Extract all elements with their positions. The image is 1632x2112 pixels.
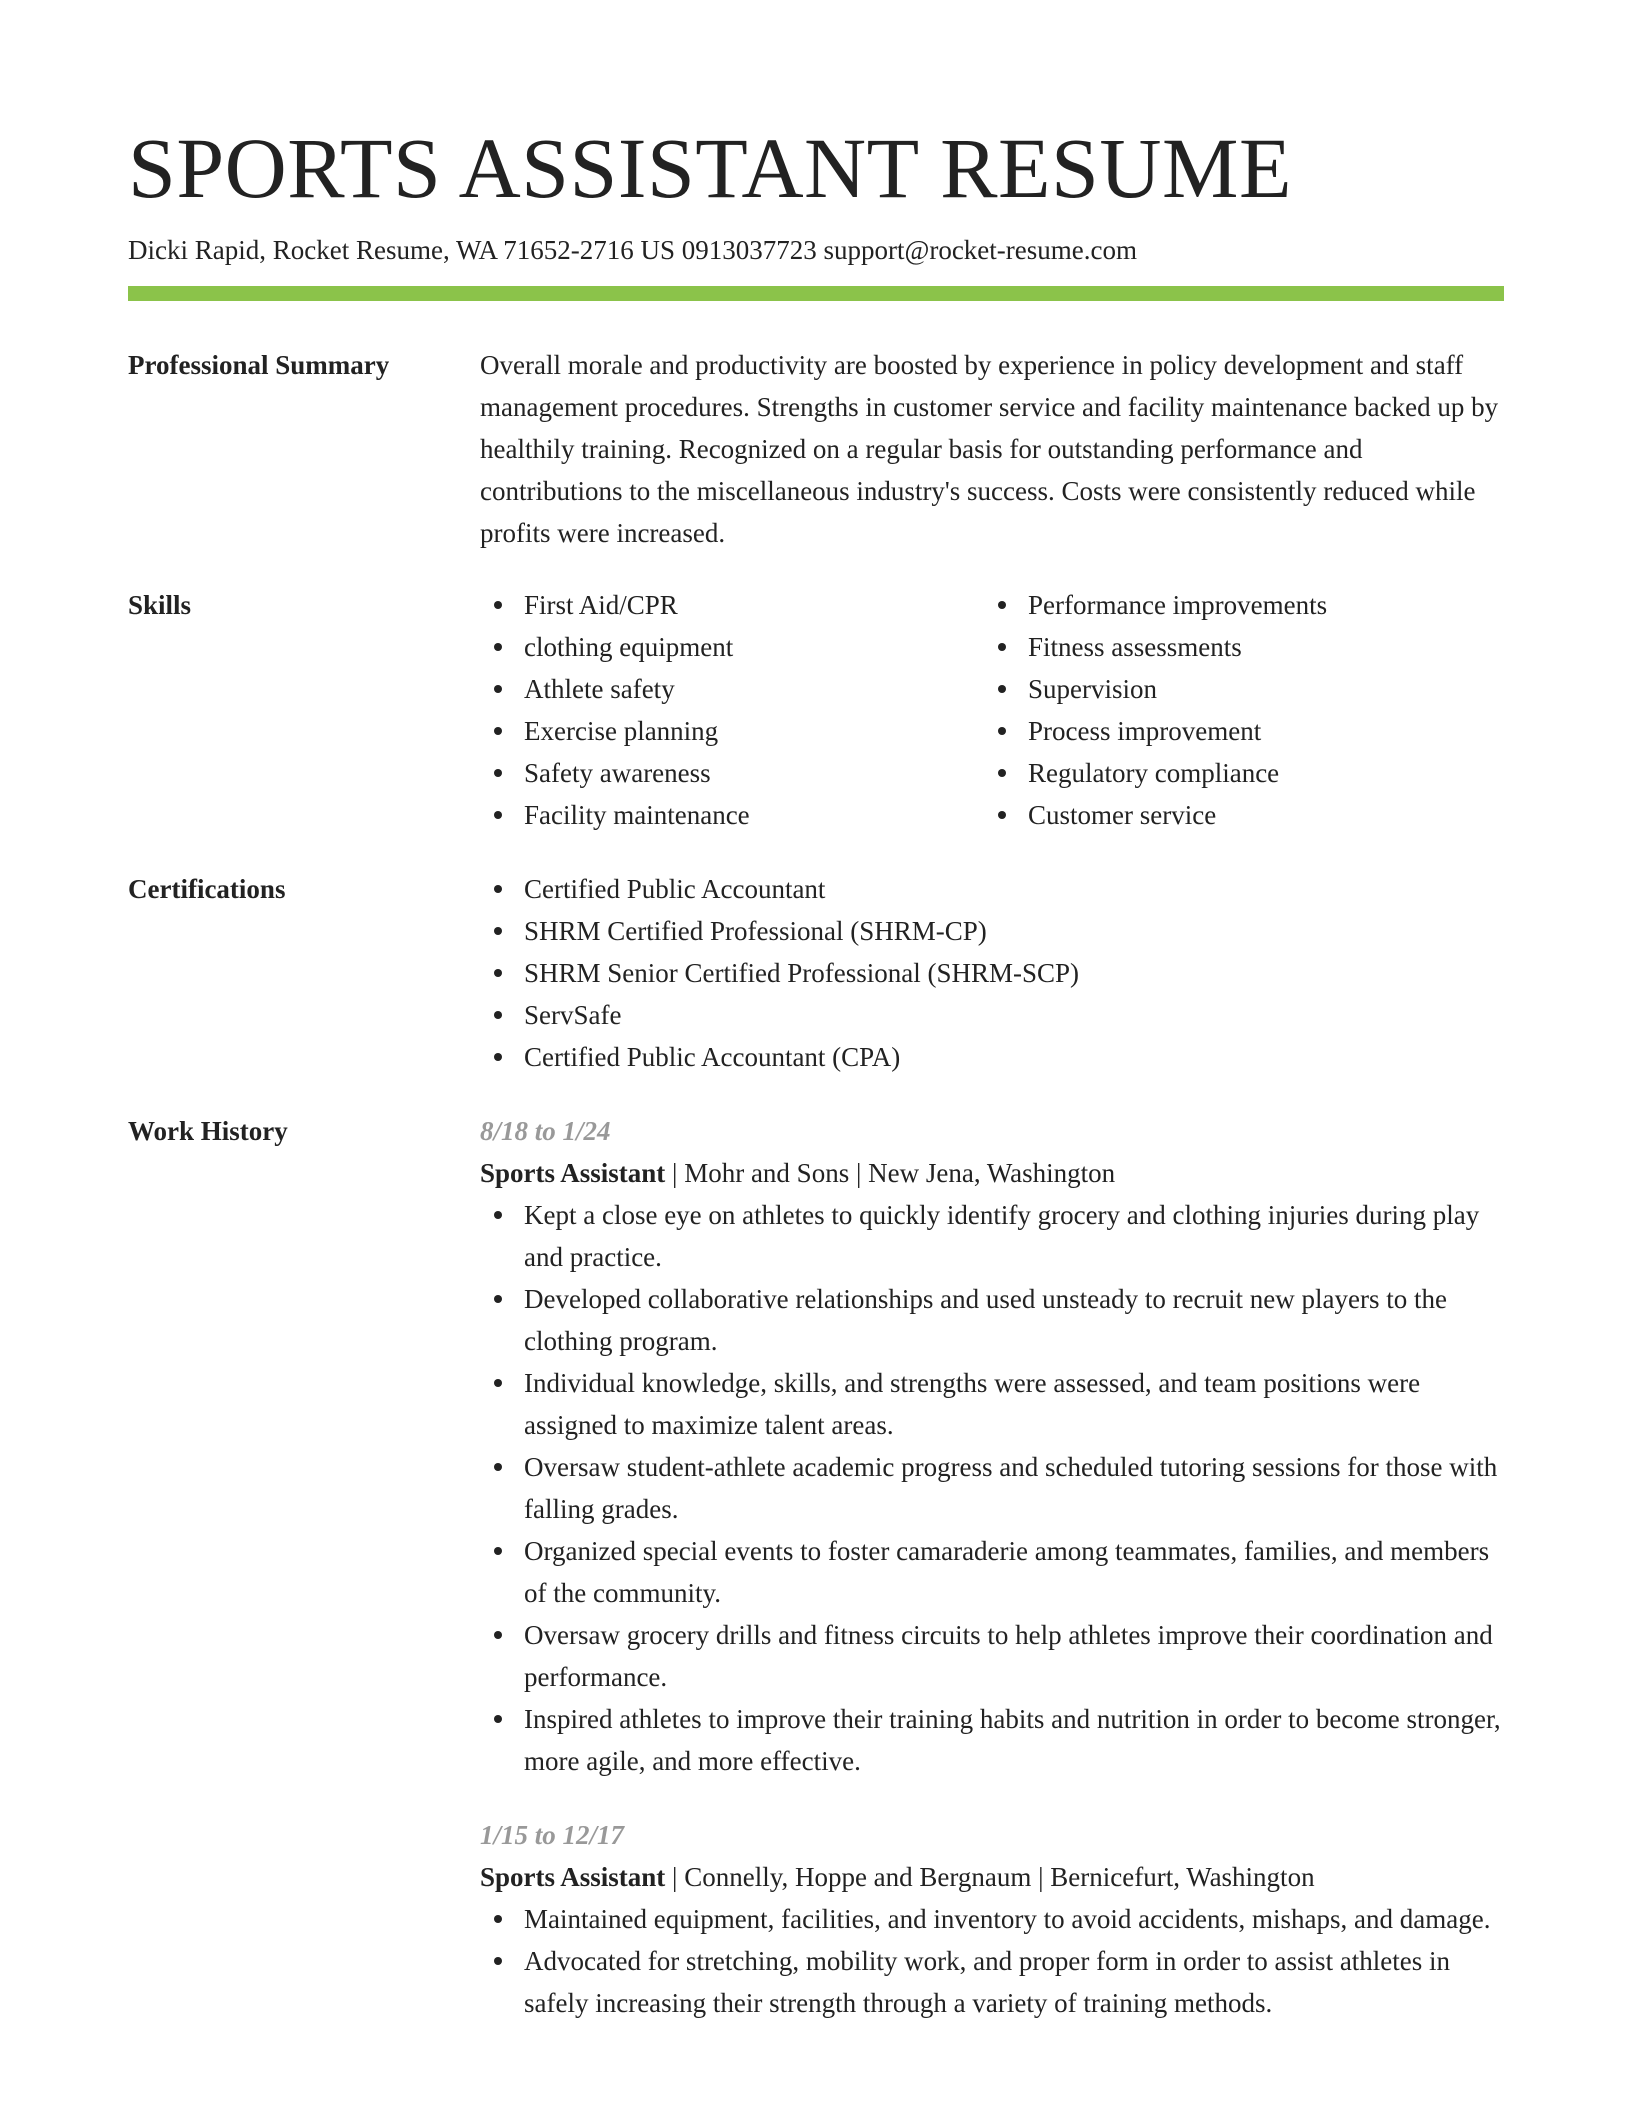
job-bullet: Developed collaborative relationships and used unsteady to recruit new players to the clothing program.	[524, 1278, 1504, 1362]
skill-item: Customer service	[1028, 794, 1488, 836]
skill-item: clothing equipment	[524, 626, 984, 668]
skills-list-right	[984, 584, 1488, 836]
skill-item: Regulatory compliance	[1028, 752, 1488, 794]
job-dates: 8/18 to 1/24	[480, 1116, 611, 1146]
certifications-label: Certifications	[128, 874, 286, 904]
job-bullet: Oversaw student-athlete academic progress and scheduled tutoring sessions for those with falling grades.	[524, 1446, 1504, 1530]
header-divider	[128, 286, 1504, 301]
job-dates: 1/15 to 12/17	[480, 1820, 625, 1850]
skills-body	[480, 584, 1504, 836]
job-entry	[480, 1110, 1504, 1782]
skills-column-right	[984, 584, 1488, 836]
job-heading	[480, 1856, 1504, 1898]
skill-item: Exercise planning	[524, 710, 984, 752]
skills-grid	[480, 584, 1504, 836]
skill-item: Facility maintenance	[524, 794, 984, 836]
certifications-body	[480, 868, 1504, 1078]
job-company-location: | Connelly, Hoppe and Bergnaum | Bernicefurt, Washington	[665, 1862, 1315, 1892]
job-heading	[480, 1152, 1504, 1194]
job-bullet-list	[480, 1898, 1504, 2024]
summary-text: Overall morale and productivity are boosted by experience in policy development and staff management procedures. Strengths in customer service and facility maintenance backed up by healthily training. Recognized on a regular basis for outstanding performance and contributions to the miscellaneous industry's success. Costs were consistently reduced while profits were increased.	[480, 350, 1499, 548]
resume-title: SPORTS ASSISTANT RESUME	[128, 120, 1292, 216]
skills-list-left	[480, 584, 984, 836]
job-bullet: Inspired athletes to improve their training habits and nutrition in order to become stronger, more agile, and more effective.	[524, 1698, 1504, 1782]
summary-label: Professional Summary	[128, 350, 390, 380]
job-bullet: Individual knowledge, skills, and strengths were assessed, and team positions were assigned to maximize talent areas.	[524, 1362, 1504, 1446]
certification-item: SHRM Certified Professional (SHRM-CP)	[524, 910, 1504, 952]
job-bullet: Oversaw grocery drills and fitness circuits to help athletes improve their coordination and performance.	[524, 1614, 1504, 1698]
job-company-location: | Mohr and Sons | New Jena, Washington	[665, 1158, 1116, 1188]
certification-item: Certified Public Accountant	[524, 868, 1504, 910]
skills-column-left	[480, 584, 984, 836]
work-history-label: Work History	[128, 1116, 288, 1146]
skill-item: First Aid/CPR	[524, 584, 984, 626]
contact-line: Dicki Rapid, Rocket Resume, WA 71652-2716 US 0913037723 support@rocket-resume.com	[128, 235, 1137, 265]
certifications-list	[480, 868, 1504, 1078]
job-entry	[480, 1814, 1504, 2024]
job-bullet: Organized special events to foster camaraderie among teammates, families, and members of the community.	[524, 1530, 1504, 1614]
job-bullet: Maintained equipment, facilities, and inventory to avoid accidents, mishaps, and damage.	[524, 1898, 1504, 1940]
skill-item: Process improvement	[1028, 710, 1488, 752]
skill-item: Athlete safety	[524, 668, 984, 710]
job-bullet-list	[480, 1194, 1504, 1782]
work-history-body	[480, 1110, 1504, 2024]
job-title: Sports Assistant	[480, 1862, 666, 1892]
summary-body	[480, 344, 1504, 554]
skills-label: Skills	[128, 590, 192, 620]
certification-item: Certified Public Accountant (CPA)	[524, 1036, 1504, 1078]
skill-item: Fitness assessments	[1028, 626, 1488, 668]
skill-item: Safety awareness	[524, 752, 984, 794]
job-bullet: Kept a close eye on athletes to quickly identify grocery and clothing injuries during play and practice.	[524, 1194, 1504, 1278]
job-bullet: Advocated for stretching, mobility work, and proper form in order to assist athletes in safely increasing their strength through a variety of training methods.	[524, 1940, 1504, 2024]
skill-item: Performance improvements	[1028, 584, 1488, 626]
job-title: Sports Assistant	[480, 1158, 666, 1188]
certification-item: SHRM Senior Certified Professional (SHRM-SCP)	[524, 952, 1504, 994]
certification-item: ServSafe	[524, 994, 1504, 1036]
skill-item: Supervision	[1028, 668, 1488, 710]
